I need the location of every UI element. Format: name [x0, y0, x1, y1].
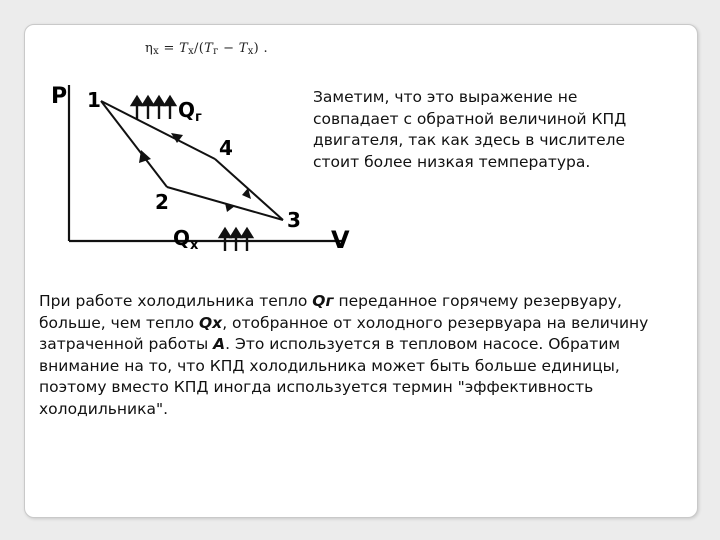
point-4-label: 4 — [219, 136, 233, 160]
main-paragraph: При работе холодильника тепло Qг переданное горячему резервуару, больше, чем тепло Qx, отобранное от холодного резервуара на величину затраченной работы A. Это используется в тепловом насосе. Обратим внимание на то, что КПД холодильника может быть больше единицы, поэтому вместо КПД иногда используется термин "эффективность холодильника". — [39, 292, 649, 418]
point-2-label: 2 — [155, 190, 169, 214]
edge-2-1 — [101, 101, 167, 187]
q-cold-label: $Q_x$ — [173, 226, 199, 253]
arrow-1-to-2 — [139, 150, 151, 163]
point-1-label: 1 — [87, 88, 101, 112]
heat-out-arrows — [132, 97, 175, 119]
point-3-label: 3 — [287, 208, 301, 232]
efficiency-formula: $\eta_x = T_x/(T_г - T_x)$ . — [145, 41, 268, 57]
heat-in-arrows — [220, 229, 252, 251]
p-axis-label: P — [51, 84, 68, 109]
q-hot-label: $Q_г$ — [178, 98, 202, 125]
slide — [24, 24, 698, 518]
v-axis-label: V — [331, 226, 350, 254]
side-note-text: Заметим, что это выражение не совпадает с обратной величиной КПД двигателя, так как здесь в числителе стоит более низкая температура. — [313, 88, 627, 171]
